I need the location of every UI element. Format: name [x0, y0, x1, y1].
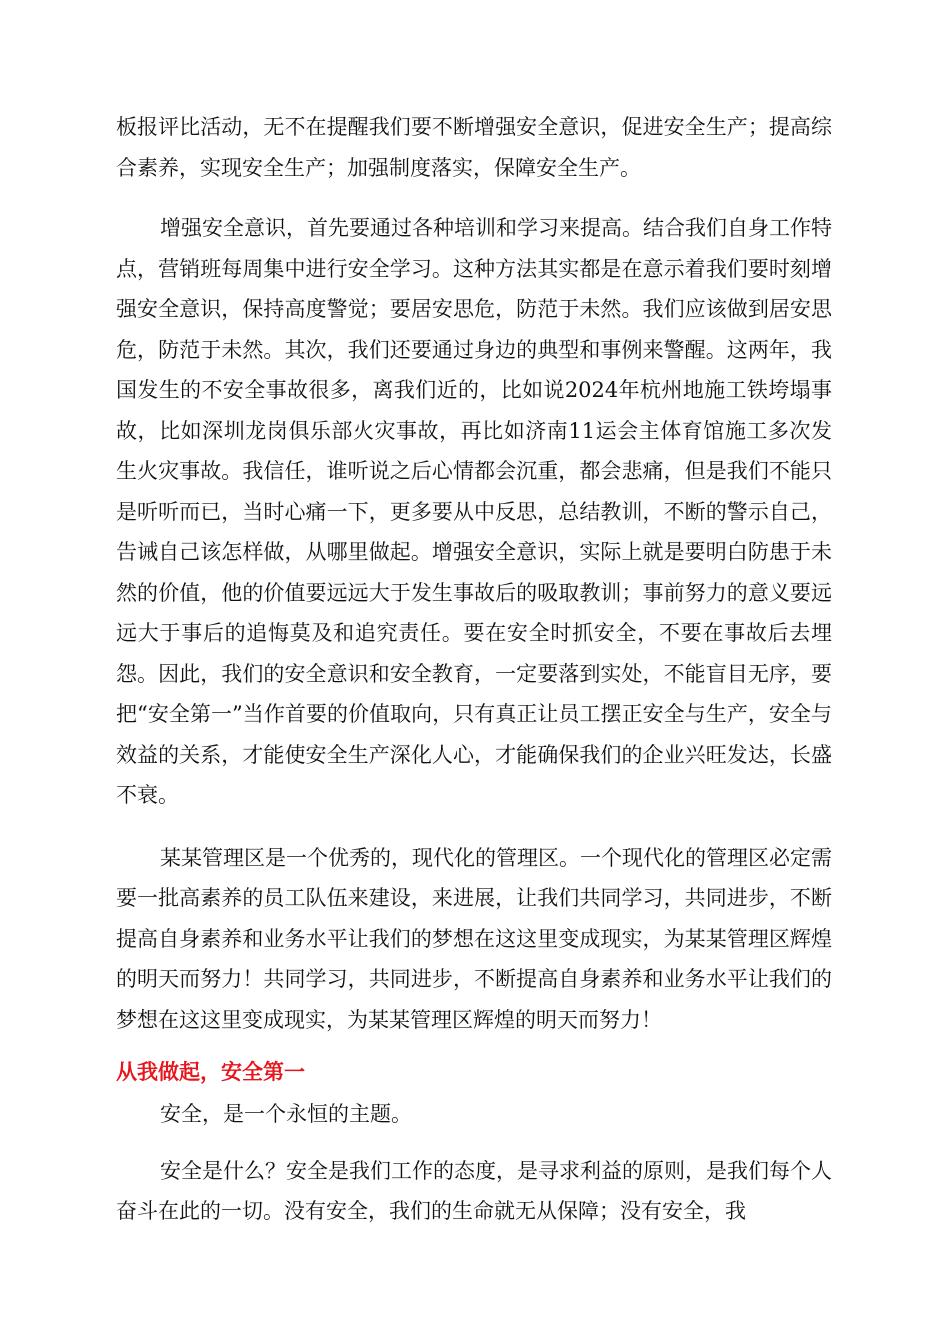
- paragraph-management-area: 某某管理区是一个优秀的，现代化的管理区。一个现代化的管理区必定需要一批高素养的员工队伍来建设，来进展，让我们共同学习，共同进步，不断提高自身素养和业务水平让我们的梦想在这这里变成现实，为某某管理区辉煌的明天而努力！共同学习，共同进步，不断提高自身素养和业务水平让我们的梦想在这这里变成现实，为某某管理区辉煌的明天而努力！: [116, 845, 832, 1032]
- paragraph-what-is-safety: 安全是什么？安全是我们工作的态度，是寻求利益的原则，是我们每个人奋斗在此的一切。没有安全，我们的生命就无从保障；没有安全，我: [116, 1158, 832, 1223]
- paragraph-safety-awareness: 增强安全意识，首先要通过各种培训和学习来提高。结合我们自身工作特点，营销班每周集中进行安全学习。这种方法其实都是在意示着我们要时刻增强安全意识，保持高度警觉；要居安思危，防范于未然。我们应该做到居安思危，防范于未然。其次，我们还要通过身边的典型和事例来警醒。这两年，我国发生的不安全事故很多，离我们近的，比如说2024年杭州地施工铁垮塌事故，比如深圳龙岗俱乐部火灾事故，再比如济南11运会主体育馆施工多次发生火灾事故。我信任，谁听说之后心情都会沉重，都会悲痛，但是我们不能只是听听而已，当时心痛一下，更多要从中反思，总结教训，不断的警示自己，告诫自己该怎样做，从哪里做起。增强安全意识，实际上就是要明白防患于未然的价值，他的价值要远远大于发生事故后的吸取教训；事前努力的意义要远远大于事后的追悔莫及和追究责任。要在安全时抓安全，不要在事故后去埋怨。因此，我们的安全意识和安全教育，一定要落到实处，不能盲目无序，要把“安全第一”当作首要的价值取向，只有真正让员工摆正安全与生产，安全与效益的关系，才能使安全生产深化人心，才能确保我们的企业兴旺发达，长盛不衰。: [116, 216, 832, 807]
- document-body: [116, 107, 832, 1232]
- paragraph-continuation: 板报评比活动，无不在提醒我们要不断增强安全意识，促进安全生产；提高综合素养，实现安全生产；加强制度落实，保障安全生产。: [116, 115, 832, 180]
- paragraph-eternal-theme: 安全，是一个永恒的主题。: [160, 1102, 412, 1126]
- section-heading: 从我做起，安全第一: [116, 1060, 305, 1084]
